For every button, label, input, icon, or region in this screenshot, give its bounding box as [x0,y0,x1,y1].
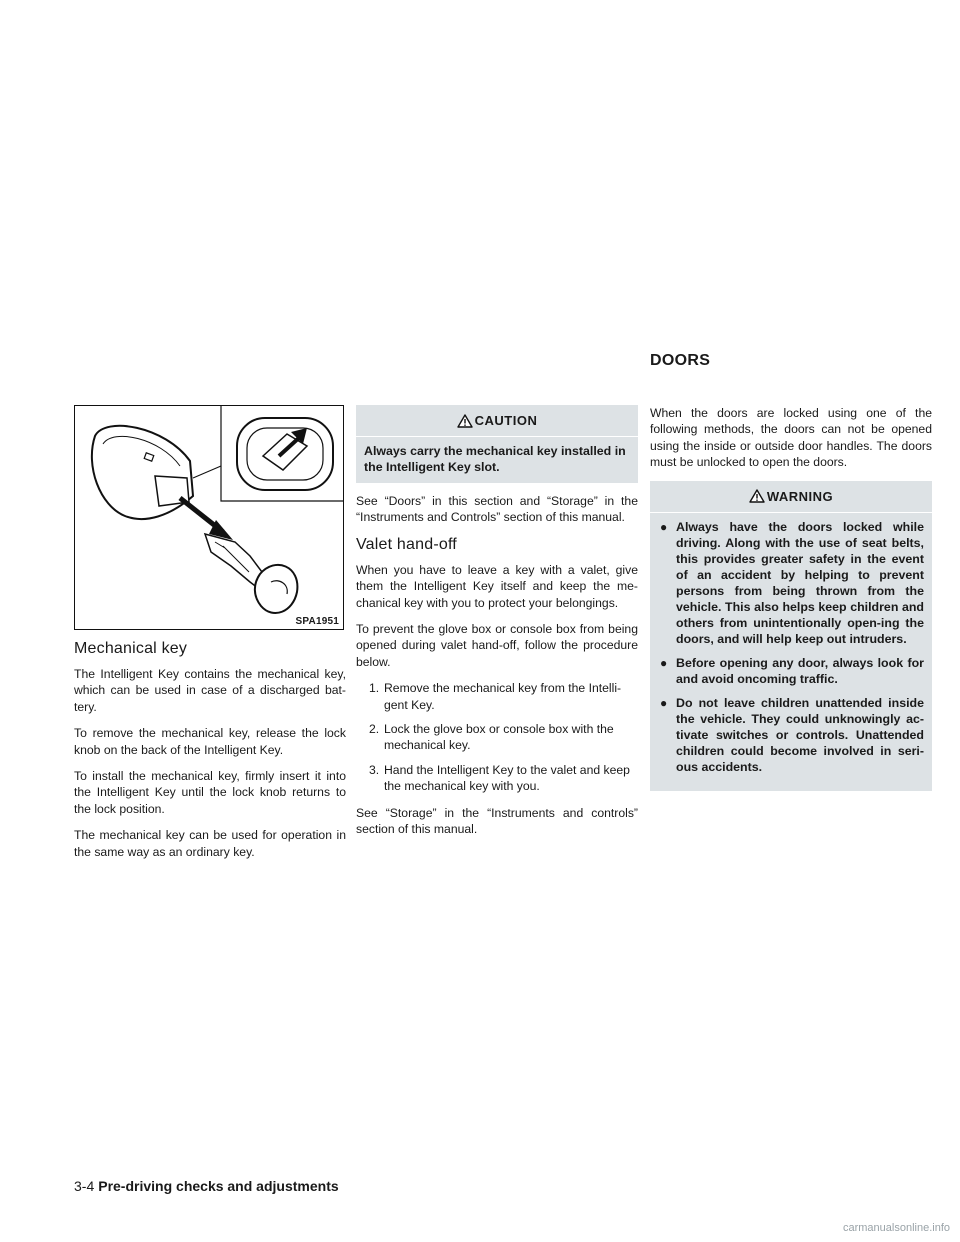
bullet-icon: ● [660,695,668,710]
page-footer [74,1178,339,1194]
column-left [74,405,346,870]
list-item: ● Before opening any door, always look for and avoid oncoming traffic. [660,655,924,686]
list-item: 1. Remove the mechanical key from the Intelli-gent Key. [369,681,622,712]
bullet-icon: ● [660,655,668,670]
mechanical-key-paragraph: To remove the mechanical key, release the lock knob on the back of the Intelligent Key. [74,726,346,757]
list-item: ● Do not leave children unattended inside the vehicle. They could unknowingly ac-tivate switches or controls. Unattended children could become involved in seri-ous accidents. [660,695,924,774]
mechanical-key-figure [74,405,344,630]
valet-steps [356,680,638,794]
list-item: 3. Hand the Intelligent Key to the valet and keep the mechanical key with you. [369,762,630,794]
mechanical-key-paragraph: To install the mechanical key, firmly insert it into the Intelligent Key until the lock knob returns to the lock position. [74,769,346,816]
see-storage-text: See “Storage” in the “Instruments and controls” section of this manual. [356,805,638,837]
warning-list [658,519,924,775]
see-doors-text: See “Doors” in this section and “Storage” in the “Instruments and Controls” section of this manual. [356,494,638,525]
valet-heading: Valet hand-off [356,535,457,553]
warning-triangle-icon [749,489,765,503]
watermark: carmanualsonline.info [842,1222,950,1234]
valet-prevent: To prevent the glove box or console box from being opened during valet hand-off, follow the procedure below. [356,622,638,669]
doors-intro: When the doors are locked using one of the following methods, the doors can not be opened using the inside or outside door handles. The doors must be unlocked to open the doors. [650,406,932,470]
list-item: ● Always have the doors locked while driving. Along with the use of seat belts, this provides greater safety in the event of an accident by helping to prevent persons from being thrown from the vehicle. This also helps keep children and others from unintentionally open-ing the doors, and will help keep out intruders. [660,519,924,646]
mechanical-key-heading: Mechanical key [74,640,188,657]
warning-triangle-icon [457,414,473,428]
key-illustration [75,406,345,631]
column-middle [356,405,638,848]
warning-label: WARNING [766,488,834,504]
mechanical-key-paragraph: The Intelligent Key contains the mechanical key, which can be used in case of a discharged bat-tery. [74,667,346,714]
list-item: 2. Lock the glove box or console box with the mechanical key. [369,722,614,753]
section-title: DOORS [650,352,711,369]
warning-header [650,485,932,513]
footer-title: Pre-driving checks and adjustments [98,1178,339,1194]
mechanical-key-paragraph: The mechanical key can be used for operation in the same way as an ordinary key. [74,828,346,859]
figure-code: SPA1951 [295,616,339,627]
caution-header [356,409,638,437]
bullet-icon: ● [660,519,668,534]
warning-box [650,481,932,791]
caution-label: CAUTION [474,413,538,428]
page-number: 3-4 [74,1178,95,1194]
column-right [650,405,932,801]
valet-intro: When you have to leave a key with a valet, give them the Intelligent Key itself and keep the me-chanical key with you to protect your belongings. [356,562,638,610]
caution-box [356,405,638,483]
caution-text: Always carry the mechanical key installed in the Intelligent Key slot. [364,444,626,474]
